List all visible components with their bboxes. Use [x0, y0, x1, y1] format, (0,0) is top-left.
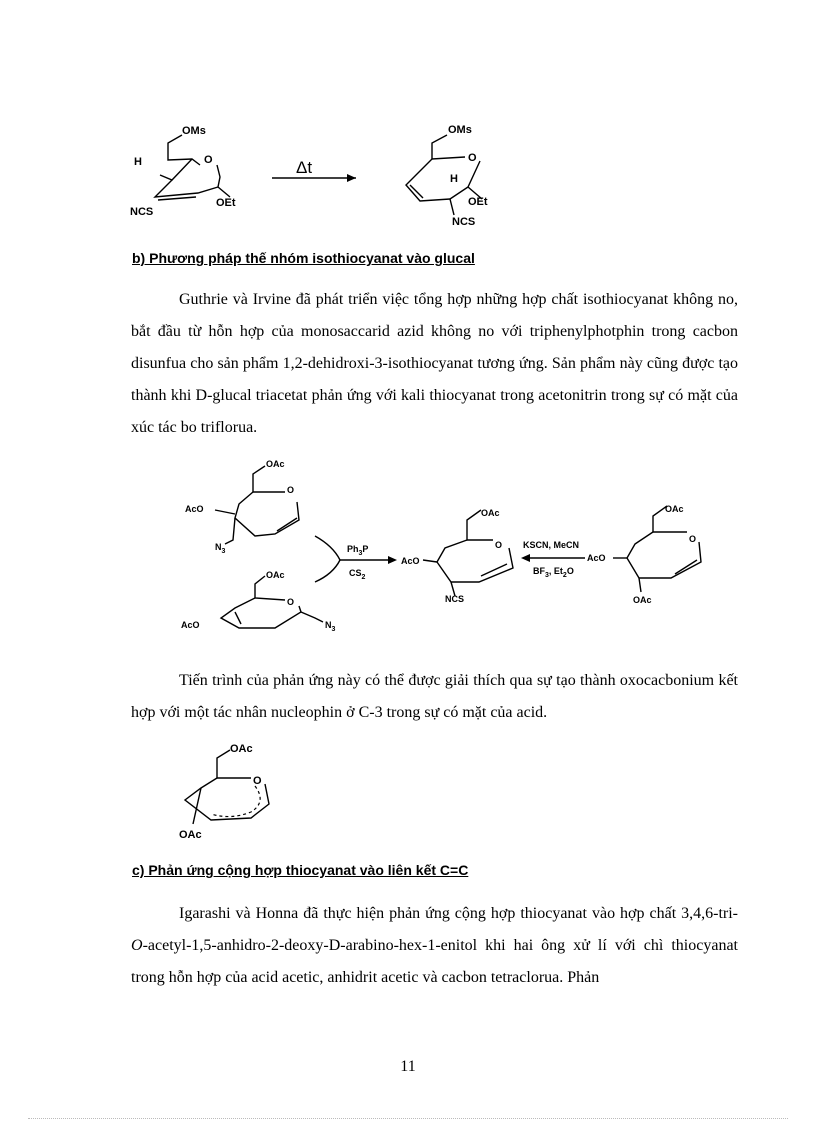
- reagent-carbon-disulfide: $CS_2$: [349, 568, 366, 581]
- converging-arrow-bottom: [315, 560, 340, 582]
- product-oac-label: OAc: [481, 508, 500, 518]
- reactant-oet-label: OEt: [216, 197, 236, 209]
- section-b-paragraph: Guthrie và Irvine đã phát triển việc tổng hợp những hợp chất isothiocyanat không no, bắt đầu từ hỗn hợp của monosaccarid azid không no với triphenylphotphin trong cacbon disunfua cho sản phẩm 1,2-dehidroxi-3-isothiocyanat tương ứng. Sản phẩm này cũng được tạo thành khi D-glucal triacetat phản ứng với kali thiocyanat trong acetonitrin trong sự có mặt của xúc tác bo triflorua.: [131, 291, 738, 436]
- heat-label: Δt: [296, 158, 313, 177]
- reactant-oms-label: OMs: [182, 125, 206, 137]
- delocalized-charge-line: [211, 786, 260, 817]
- product-ncs-label: NCS: [452, 216, 476, 228]
- bottom-left-azide-label: $N_3$: [325, 620, 336, 633]
- footer-divider: [28, 1118, 788, 1119]
- scheme-2-bottom-left-structure: [221, 576, 323, 628]
- reactant-h-label: H: [134, 156, 142, 168]
- bottom-left-aco-label: AcO: [181, 620, 200, 630]
- mechanism-paragraph: Tiến trình của phản ứng này có thể được giải thích qua sự tạo thành oxocacbonium kết hợp với một tác nhân nucleophin ở C-3 trong sự có mặt của acid.: [131, 672, 738, 721]
- reactant-ncs-label: NCS: [130, 206, 154, 218]
- scheme-2-glucal-structure: [613, 506, 701, 592]
- product-oet-label: OEt: [468, 196, 488, 208]
- oxocarbenium-oac-bottom-label: OAc: [179, 829, 202, 841]
- scheme-2-top-left-structure: [215, 466, 299, 544]
- top-left-azide-label: $N_3$: [215, 542, 226, 555]
- scheme-3: [175, 738, 295, 843]
- reagent-triphenylphosphine: $Ph_3P$: [347, 544, 369, 557]
- scheme-2-reverse-arrowhead: [521, 554, 530, 562]
- section-c-heading: c) Phản ứng cộng hợp thiocyanat vào liên kết C=C: [132, 862, 469, 878]
- reagent-kscn-mecn: KSCN, MeCN: [523, 540, 580, 550]
- glucal-oac-bottom-label: OAc: [633, 595, 652, 605]
- scheme-2-product-structure: [423, 510, 513, 596]
- converging-arrow-top: [315, 536, 340, 560]
- scheme-1-reactant: [155, 135, 230, 200]
- glucal-ring-oxygen: O: [689, 534, 697, 544]
- oxocarbenium-ring-oxygen: O: [253, 775, 262, 787]
- product-oms-label: OMs: [448, 124, 472, 136]
- bottom-left-ring-oxygen: O: [287, 597, 295, 607]
- section-b-heading: b) Phương pháp thế nhóm isothiocyanat vào glucal: [132, 250, 475, 266]
- product-ncs-label-2: NCS: [445, 594, 465, 604]
- section-c-paragraph: Igarashi và Honna đã thực hiện phản ứng cộng hợp thiocyanat vào hợp chất 3,4,6-tri-O-acetyl-1,5-anhidro-2-deoxy-D-arabino-hex-1-enitol khi hai ông xử lí với chì thiocyanat trong hỗn hợp của acid acetic, anhidrit acetic và cacbon tetraclorua. Phản: [131, 905, 738, 986]
- product-aco-label: AcO: [401, 556, 420, 566]
- top-left-ring-oxygen: O: [287, 485, 295, 495]
- reagent-bf3-etherate: $BF_3$, $Et_2O$: [533, 566, 574, 579]
- bottom-left-oac-label: OAc: [266, 570, 285, 580]
- reaction-arrowhead: [347, 174, 356, 182]
- product-h-label: H: [450, 173, 458, 185]
- product-ring-oxygen-2: O: [495, 540, 503, 550]
- scheme-2: [175, 448, 715, 638]
- glucal-aco-label: AcO: [587, 553, 606, 563]
- page-number: 11: [400, 1058, 416, 1075]
- top-left-oac-label: OAc: [266, 459, 285, 469]
- glucal-oac-top-label: OAc: [665, 504, 684, 514]
- top-left-aco-label: AcO: [185, 504, 204, 514]
- reactant-ring-oxygen: O: [204, 154, 213, 166]
- product-ring-oxygen: O: [468, 152, 477, 164]
- scheme-2-forward-arrowhead: [388, 556, 397, 564]
- scheme-1: [120, 115, 520, 230]
- oxocarbenium-oac-top-label: OAc: [230, 743, 253, 755]
